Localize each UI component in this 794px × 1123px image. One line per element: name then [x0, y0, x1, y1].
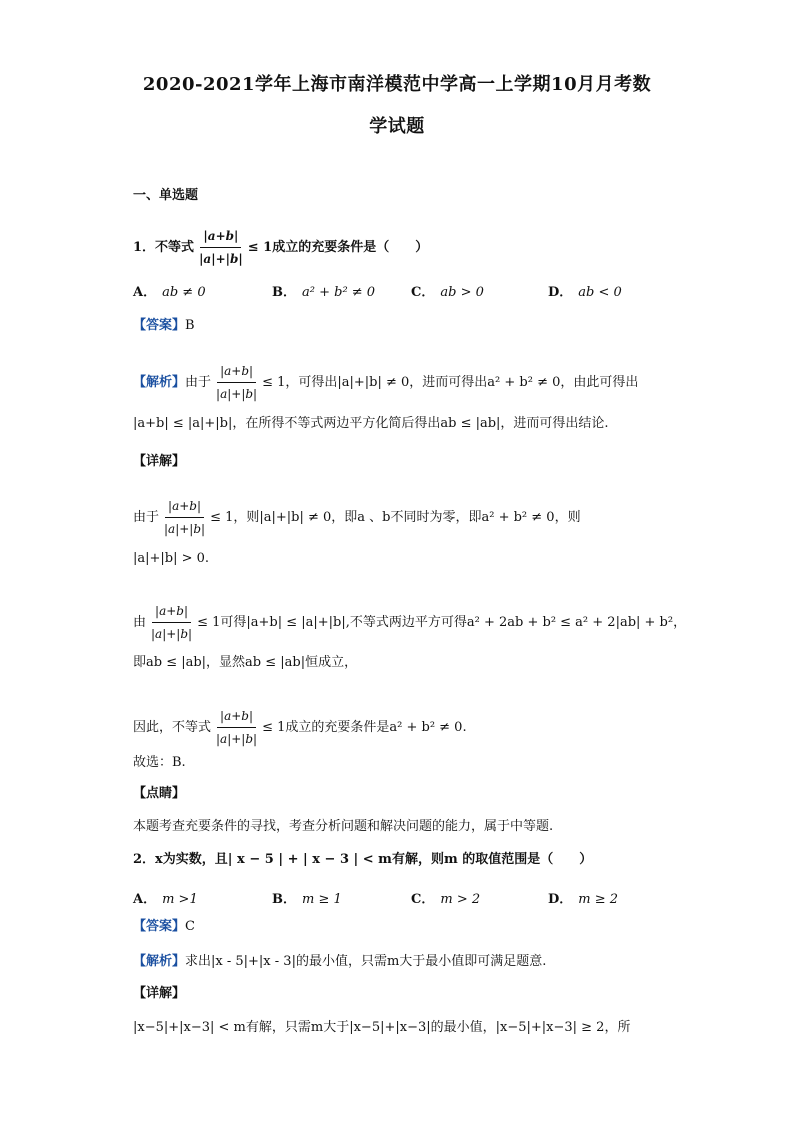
option-label: C．	[411, 892, 435, 907]
option-text: m > 2	[440, 892, 481, 907]
q1-detail-line4: 即ab ≤ |ab|，显然ab ≤ |ab|恒成立，	[133, 655, 358, 670]
q2-stem-text: x为实数，且| x − 5 | + | x − 3 | < m有解，则m 的取值范围是（ ）	[155, 852, 593, 867]
q2-detail-tag: 【详解】	[133, 986, 186, 1001]
q1-analysis-line2: |a+b| ≤ |a|+|b|，在所得不等式两边平方化简后得出ab ≤ |ab|，进而可得出结论.	[133, 416, 609, 431]
detail-text: ≤ 1成立的充要条件是a² + b² ≠ 0.	[262, 720, 467, 735]
answer-tag: 【答案】	[133, 919, 186, 934]
option-label: B．	[272, 285, 296, 300]
q1-option-b	[272, 281, 375, 300]
analysis-fraction	[213, 361, 260, 404]
q1-detail-line5	[133, 706, 467, 749]
q1-stem-pre: 不等式	[155, 240, 195, 255]
option-label: C．	[411, 285, 435, 300]
fraction-numerator: |a+b|	[217, 706, 256, 728]
q1-number: 1．	[133, 240, 156, 255]
q1-stem-fraction	[196, 226, 246, 269]
q1-stem	[133, 226, 428, 269]
q2-analysis	[133, 952, 546, 972]
detail-text: ≤ 1可得|a+b| ≤ |a|+|b|,不等式两边平方可得a² + 2ab + b² ≤ a² + 2|ab| + b²，	[197, 615, 687, 630]
doc-title-line1: 2020-2021学年上海市南洋模范中学高一上学期10月月考数	[142, 74, 652, 95]
option-label: D．	[548, 892, 573, 907]
q1-option-d	[548, 281, 622, 300]
q1-comment: 本题考查充要条件的寻找，考查分析问题和解决问题的能力，属于中等题.	[133, 819, 554, 834]
option-label: D．	[548, 285, 573, 300]
q1-detail-line2: |a|+|b| > 0.	[133, 551, 210, 566]
option-label: B．	[272, 892, 296, 907]
option-text: a² + b² ≠ 0	[302, 285, 376, 300]
q2-number: 2．	[133, 852, 156, 867]
detail-fraction	[148, 601, 195, 644]
answer-value: C	[185, 919, 195, 934]
analysis-text: 求出|x - 5|+|x - 3|的最小值，只需m大于最小值即可满足题意.	[185, 954, 547, 969]
section-heading: 一、单选题	[133, 188, 199, 203]
option-label: A．	[133, 285, 157, 300]
q2-stem	[133, 850, 592, 870]
q1-detail-tag: 【详解】	[133, 454, 186, 469]
q2-option-d	[548, 888, 618, 907]
q1-analysis-line1	[133, 361, 638, 404]
fraction-numerator: |a+b|	[200, 226, 241, 248]
answer-tag: 【答案】	[133, 318, 186, 333]
option-text: ab ≠ 0	[162, 285, 206, 300]
analysis-text: ≤ 1，可得出|a|+|b| ≠ 0，进而可得出a² + b² ≠ 0，由此可得出	[262, 375, 639, 390]
option-text: m ≥ 2	[578, 892, 619, 907]
doc-title-line2: 学试题	[369, 116, 425, 137]
q2-option-a	[133, 888, 198, 907]
answer-value: B	[185, 318, 195, 333]
detail-text: 因此，不等式	[133, 720, 212, 735]
detail-fraction	[161, 496, 208, 539]
q1-detail-line3	[133, 601, 686, 644]
fraction-denominator: |a|+|b|	[199, 252, 243, 266]
q1-choose: 故选：B.	[133, 755, 186, 770]
q1-option-a	[133, 281, 206, 300]
q1-detail-line1	[133, 496, 581, 539]
q1-option-c	[411, 281, 484, 300]
q1-answer	[133, 316, 195, 336]
detail-text: 由	[133, 615, 147, 630]
fraction-denominator: |a|+|b|	[151, 627, 193, 641]
q2-detail-line1: |x−5|+|x−3| < m有解，只需m大于|x−5|+|x−3|的最小值，|x−5|+|x−3| ≥ 2，所	[133, 1020, 631, 1035]
fraction-numerator: |a+b|	[165, 496, 204, 518]
fraction-denominator: |a|+|b|	[216, 387, 258, 401]
option-label: A．	[133, 892, 157, 907]
option-text: m ≥ 1	[302, 892, 342, 907]
option-text: ab > 0	[440, 285, 484, 300]
detail-text: 由于	[133, 510, 160, 525]
analysis-tag: 【解析】	[133, 954, 186, 969]
q2-option-c	[411, 888, 480, 907]
fraction-numerator: |a+b|	[152, 601, 191, 623]
detail-fraction	[213, 706, 260, 749]
option-text: ab < 0	[578, 285, 622, 300]
q1-comment-tag: 【点睛】	[133, 786, 186, 801]
detail-text: ≤ 1，则|a|+|b| ≠ 0，即a 、b不同时为零，即a² + b² ≠ 0，则	[210, 510, 581, 525]
analysis-tag: 【解析】	[133, 375, 186, 390]
q1-stem-post: ≤ 1成立的充要条件是（ ）	[247, 240, 429, 255]
q2-answer	[133, 917, 195, 937]
option-text: m >1	[162, 892, 198, 907]
q2-option-b	[272, 888, 342, 907]
fraction-numerator: |a+b|	[217, 361, 256, 383]
fraction-denominator: |a|+|b|	[164, 522, 206, 536]
fraction-denominator: |a|+|b|	[216, 732, 258, 746]
analysis-text: 由于	[185, 375, 212, 390]
